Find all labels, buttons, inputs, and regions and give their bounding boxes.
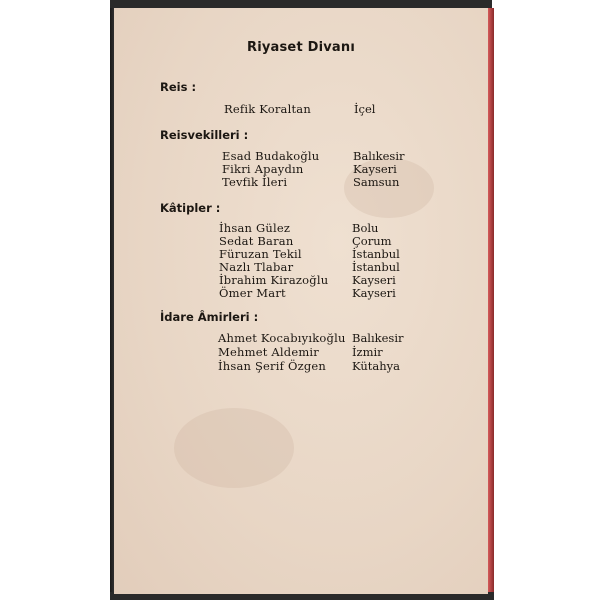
section-label-idare-amirleri: İdare Âmirleri : bbox=[160, 310, 259, 324]
member-city: Kayseri bbox=[352, 273, 396, 287]
member-name: İhsan Şerif Özgen bbox=[218, 359, 327, 373]
member-name: İhsan Gülez bbox=[219, 221, 291, 235]
member-name: Refik Koraltan bbox=[224, 102, 311, 116]
member-name: Sedat Baran bbox=[219, 234, 294, 248]
section-label-katipler: Kâtipler : bbox=[160, 201, 221, 215]
member-city: Kayseri bbox=[352, 286, 396, 300]
member-name: İbrahim Kirazoğlu bbox=[219, 273, 329, 287]
member-city: İzmir bbox=[352, 345, 383, 359]
section-label-reis: Reis : bbox=[160, 80, 197, 94]
member-city: Balıkesir bbox=[353, 149, 405, 163]
member-city: İçel bbox=[354, 102, 376, 116]
member-city: Kayseri bbox=[353, 162, 397, 176]
member-city: Kütahya bbox=[352, 359, 400, 373]
member-city: Samsun bbox=[353, 175, 400, 189]
member-city: Bolu bbox=[352, 221, 379, 235]
book-right-edge bbox=[488, 8, 494, 598]
page-title: Riyaset Divanı bbox=[246, 40, 355, 55]
member-city: Çorum bbox=[352, 234, 392, 248]
member-name: Tevfik İleri bbox=[222, 175, 288, 189]
member-name: Ömer Mart bbox=[219, 286, 286, 300]
section-label-reisvekilleri: Reisvekilleri : bbox=[160, 128, 249, 142]
book-page bbox=[114, 8, 488, 594]
member-city: Balıkesir bbox=[352, 331, 404, 345]
member-name: Fikri Apaydın bbox=[222, 162, 304, 176]
member-city: İstanbul bbox=[352, 247, 400, 261]
member-city: İstanbul bbox=[352, 260, 400, 274]
paper-stain bbox=[174, 408, 294, 488]
member-name: Esad Budakoğlu bbox=[222, 149, 320, 163]
member-name: Mehmet Aldemir bbox=[218, 345, 320, 359]
member-name: Füruzan Tekil bbox=[219, 247, 302, 261]
member-name: Nazlı Tlabar bbox=[219, 260, 294, 274]
member-name: Ahmet Kocabıyıkoğlu bbox=[218, 331, 346, 345]
